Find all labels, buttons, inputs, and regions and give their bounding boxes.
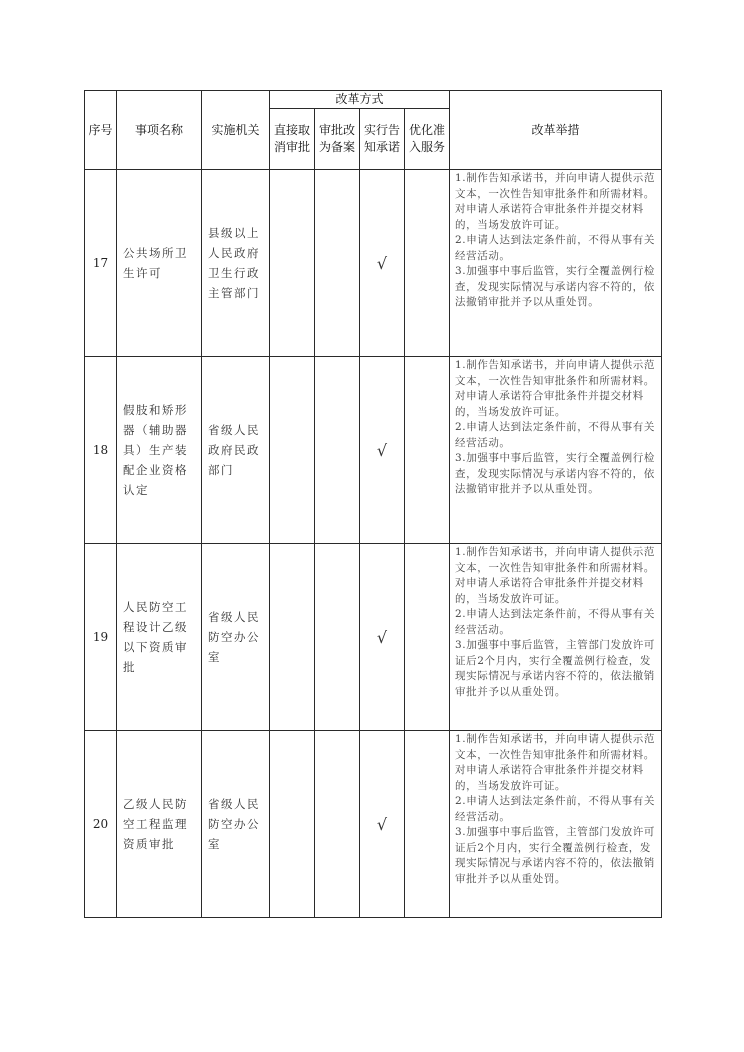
measure-item: 3.加强事中事后监管，实行全覆盖例行检查，发现实际情况与承诺内容不符的，依法撤销审批并予以从重处罚。	[455, 265, 655, 308]
header-method-cancel: 直接取消审批	[270, 109, 315, 170]
row-mark-filing	[315, 544, 360, 731]
row-measures	[450, 170, 662, 357]
row-measures	[450, 357, 662, 544]
header-name: 事项名称	[117, 91, 202, 170]
header-seq: 序号	[85, 91, 117, 170]
row-org: 省级人民政府民政部门	[202, 357, 270, 544]
row-mark-optimize	[405, 544, 450, 731]
header-method-commitment: 实行告知承诺	[360, 109, 405, 170]
measure-item: 3.加强事中事后监管，实行全覆盖例行检查，发现实际情况与承诺内容不符的，依法撤销审批并予以从重处罚。	[455, 452, 655, 495]
row-measures	[450, 544, 662, 731]
header-org: 实施机关	[202, 91, 270, 170]
row-name: 乙级人民防空工程监理资质审批	[117, 731, 202, 918]
row-mark-cancel	[270, 357, 315, 544]
row-name: 假肢和矫形器（辅助器具）生产装配企业资格认定	[117, 357, 202, 544]
row-seq: 17	[85, 170, 117, 357]
row-mark-commitment: √	[360, 357, 405, 544]
measure-item: 2.申请人达到法定条件前，不得从事有关经营活动。	[455, 234, 655, 262]
header-method-filing: 审批改为备案	[315, 109, 360, 170]
measure-item: 1.制作告知承诺书，并向申请人提供示范文本，一次性告知审批条件和所需材料。对申请人承诺符合审批条件并提交材料的，当场发放许可证。	[455, 546, 655, 605]
row-org: 省级人民防空办公室	[202, 731, 270, 918]
row-mark-filing	[315, 357, 360, 544]
row-mark-filing	[315, 170, 360, 357]
measure-item: 2.申请人达到法定条件前，不得从事有关经营活动。	[455, 421, 655, 449]
row-seq: 20	[85, 731, 117, 918]
table-row	[85, 544, 662, 731]
row-mark-optimize	[405, 731, 450, 918]
row-mark-commitment: √	[360, 731, 405, 918]
table-row	[85, 357, 662, 544]
measure-item: 1.制作告知承诺书，并向申请人提供示范文本，一次性告知审批条件和所需材料。对申请人承诺符合审批条件并提交材料的，当场发放许可证。	[455, 359, 655, 418]
row-mark-cancel	[270, 544, 315, 731]
measure-item: 3.加强事中事后监管，主管部门发放许可证后2个月内，实行全覆盖例行检查，发现实际情况与承诺内容不符的，依法撤销审批并予以从重处罚。	[455, 639, 655, 698]
row-measures	[450, 731, 662, 918]
row-mark-cancel	[270, 170, 315, 357]
row-seq: 19	[85, 544, 117, 731]
row-name: 公共场所卫生许可	[117, 170, 202, 357]
header-row	[85, 91, 662, 109]
header-method-optimize: 优化准入服务	[405, 109, 450, 170]
measure-item: 2.申请人达到法定条件前，不得从事有关经营活动。	[455, 795, 655, 823]
header-methods-group: 改革方式	[270, 91, 450, 109]
row-mark-optimize	[405, 170, 450, 357]
measure-item: 2.申请人达到法定条件前，不得从事有关经营活动。	[455, 608, 655, 636]
row-name: 人民防空工程设计乙级以下资质审批	[117, 544, 202, 731]
measure-item: 1.制作告知承诺书，并向申请人提供示范文本，一次性告知审批条件和所需材料。对申请人承诺符合审批条件并提交材料的，当场发放许可证。	[455, 733, 655, 792]
table-row	[85, 170, 662, 357]
table-row	[85, 731, 662, 918]
row-org: 县级以上人民政府卫生行政主管部门	[202, 170, 270, 357]
measure-item: 3.加强事中事后监管，主管部门发放许可证后2个月内，实行全覆盖例行检查，发现实际情况与承诺内容不符的，依法撤销审批并予以从重处罚。	[455, 826, 655, 885]
row-mark-optimize	[405, 357, 450, 544]
row-mark-commitment: √	[360, 170, 405, 357]
measure-item: 1.制作告知承诺书，并向申请人提供示范文本，一次性告知审批条件和所需材料。对申请人承诺符合审批条件并提交材料的，当场发放许可证。	[455, 172, 655, 231]
row-mark-cancel	[270, 731, 315, 918]
row-seq: 18	[85, 357, 117, 544]
row-org: 省级人民防空办公室	[202, 544, 270, 731]
row-mark-filing	[315, 731, 360, 918]
reform-table	[84, 90, 662, 918]
row-mark-commitment: √	[360, 544, 405, 731]
header-measures: 改革举措	[450, 91, 662, 170]
